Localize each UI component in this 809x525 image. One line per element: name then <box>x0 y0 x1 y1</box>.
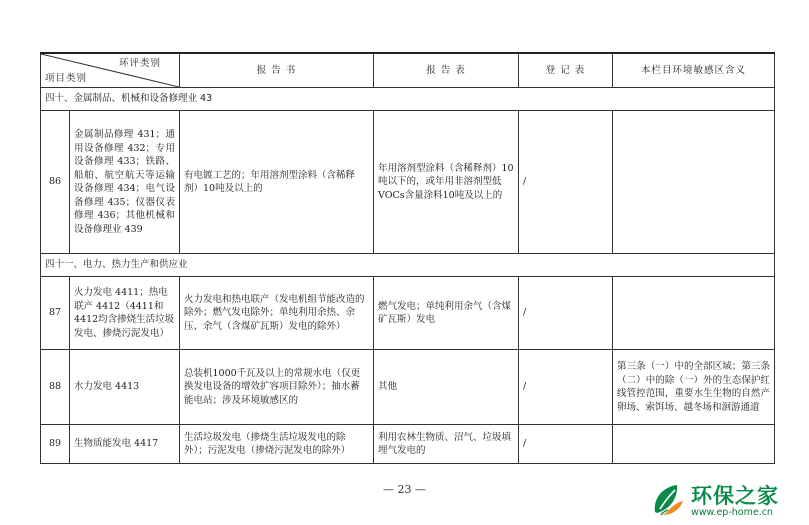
register-form-cell: / <box>519 350 613 425</box>
report-form-cell: 其他 <box>374 350 519 425</box>
report-book-cell: 总装机1000千瓦及以上的常规水电（仅更换发电设备的增效扩容项目除外）；抽水蓄能电站；涉及环境敏感区的 <box>180 350 374 425</box>
table-row-88 <box>41 350 775 425</box>
sensitive-area-cell <box>613 425 775 464</box>
header-eia-category: 环评类别 <box>118 58 161 69</box>
report-form-cell: 利用农林生物质、沼气、垃圾填埋气发电的 <box>374 425 519 464</box>
section-title-40: 四十、金属制品、机械和设备修理业 43 <box>41 88 775 111</box>
report-book-cell: 生活垃圾发电（掺烧生活垃圾发电的除外）；污泥发电（掺烧污泥发电的除外） <box>180 425 374 464</box>
section-row-40 <box>41 88 775 111</box>
sensitive-area-cell <box>613 111 775 254</box>
watermark <box>651 480 801 522</box>
project-category-cell: 生物质能发电 4417 <box>70 425 180 464</box>
table-row-89 <box>41 425 775 464</box>
sensitive-area-cell: 第三条（一）中的全部区域；第三条（二）中的除（一）外的生态保护红线管控范围，重要水生生物的自然产卵场、索饵场、越冬场和洄游通道 <box>613 350 775 425</box>
page-number: — 23 — <box>383 483 426 496</box>
header-report-book: 报 告 书 <box>180 53 374 88</box>
register-form-cell: / <box>519 425 613 464</box>
header-register-form: 登 记 表 <box>519 53 613 88</box>
section-row-41 <box>41 254 775 277</box>
report-form-cell: 年用溶剂型涂料（含稀释剂）10吨以下的，或年用非溶剂型低VOCs含量涂料10吨及以上的 <box>374 111 519 254</box>
row-number: 88 <box>41 350 70 425</box>
register-form-cell: / <box>519 277 613 350</box>
register-form-cell: / <box>519 111 613 254</box>
row-number: 86 <box>41 111 70 254</box>
classification-table <box>40 52 775 464</box>
leaf-logo-icon <box>651 482 687 520</box>
report-book-cell: 有电镀工艺的；年用溶剂型涂料（含稀释剂）10吨及以上的 <box>180 111 374 254</box>
header-project-category: 项目类别 <box>45 72 88 84</box>
project-category-cell: 水力发电 4413 <box>70 350 180 425</box>
table-header-row <box>41 53 775 88</box>
sensitive-area-cell <box>613 277 775 350</box>
header-report-form: 报 告 表 <box>374 53 519 88</box>
report-form-cell: 燃气发电；单纯利用余气（含煤矿瓦斯）发电 <box>374 277 519 350</box>
table-row-87 <box>41 277 775 350</box>
project-category-cell: 火力发电 4411；热电联产 4412（4411和4412均含掺烧生活垃圾发电、掺烧污泥发电） <box>70 277 180 350</box>
report-book-cell: 火力发电和热电联产（发电机组节能改造的除外；燃气发电除外；单纯利用余热、余压、余气（含煤矿瓦斯）发电的除外） <box>180 277 374 350</box>
table-row-86 <box>41 111 775 254</box>
diagonal-header-cell <box>41 53 180 88</box>
project-category-cell: 金属制品修理 431；通用设备修理 432；专用设备修理 433；铁路、船舶、航空航天等运输设备修理 434；电气设备修理 435；仪器仪表修理 436；其他机械和设备修理业 439 <box>70 111 180 254</box>
section-title-41: 四十一、电力、热力生产和供应业 <box>41 254 775 277</box>
row-number: 89 <box>41 425 70 464</box>
watermark-url: www.ep-home.cn <box>691 507 773 518</box>
watermark-brand: 环保之家 <box>691 484 779 508</box>
header-sensitive-area: 本栏目环境敏感区含义 <box>613 53 775 88</box>
row-number: 87 <box>41 277 70 350</box>
